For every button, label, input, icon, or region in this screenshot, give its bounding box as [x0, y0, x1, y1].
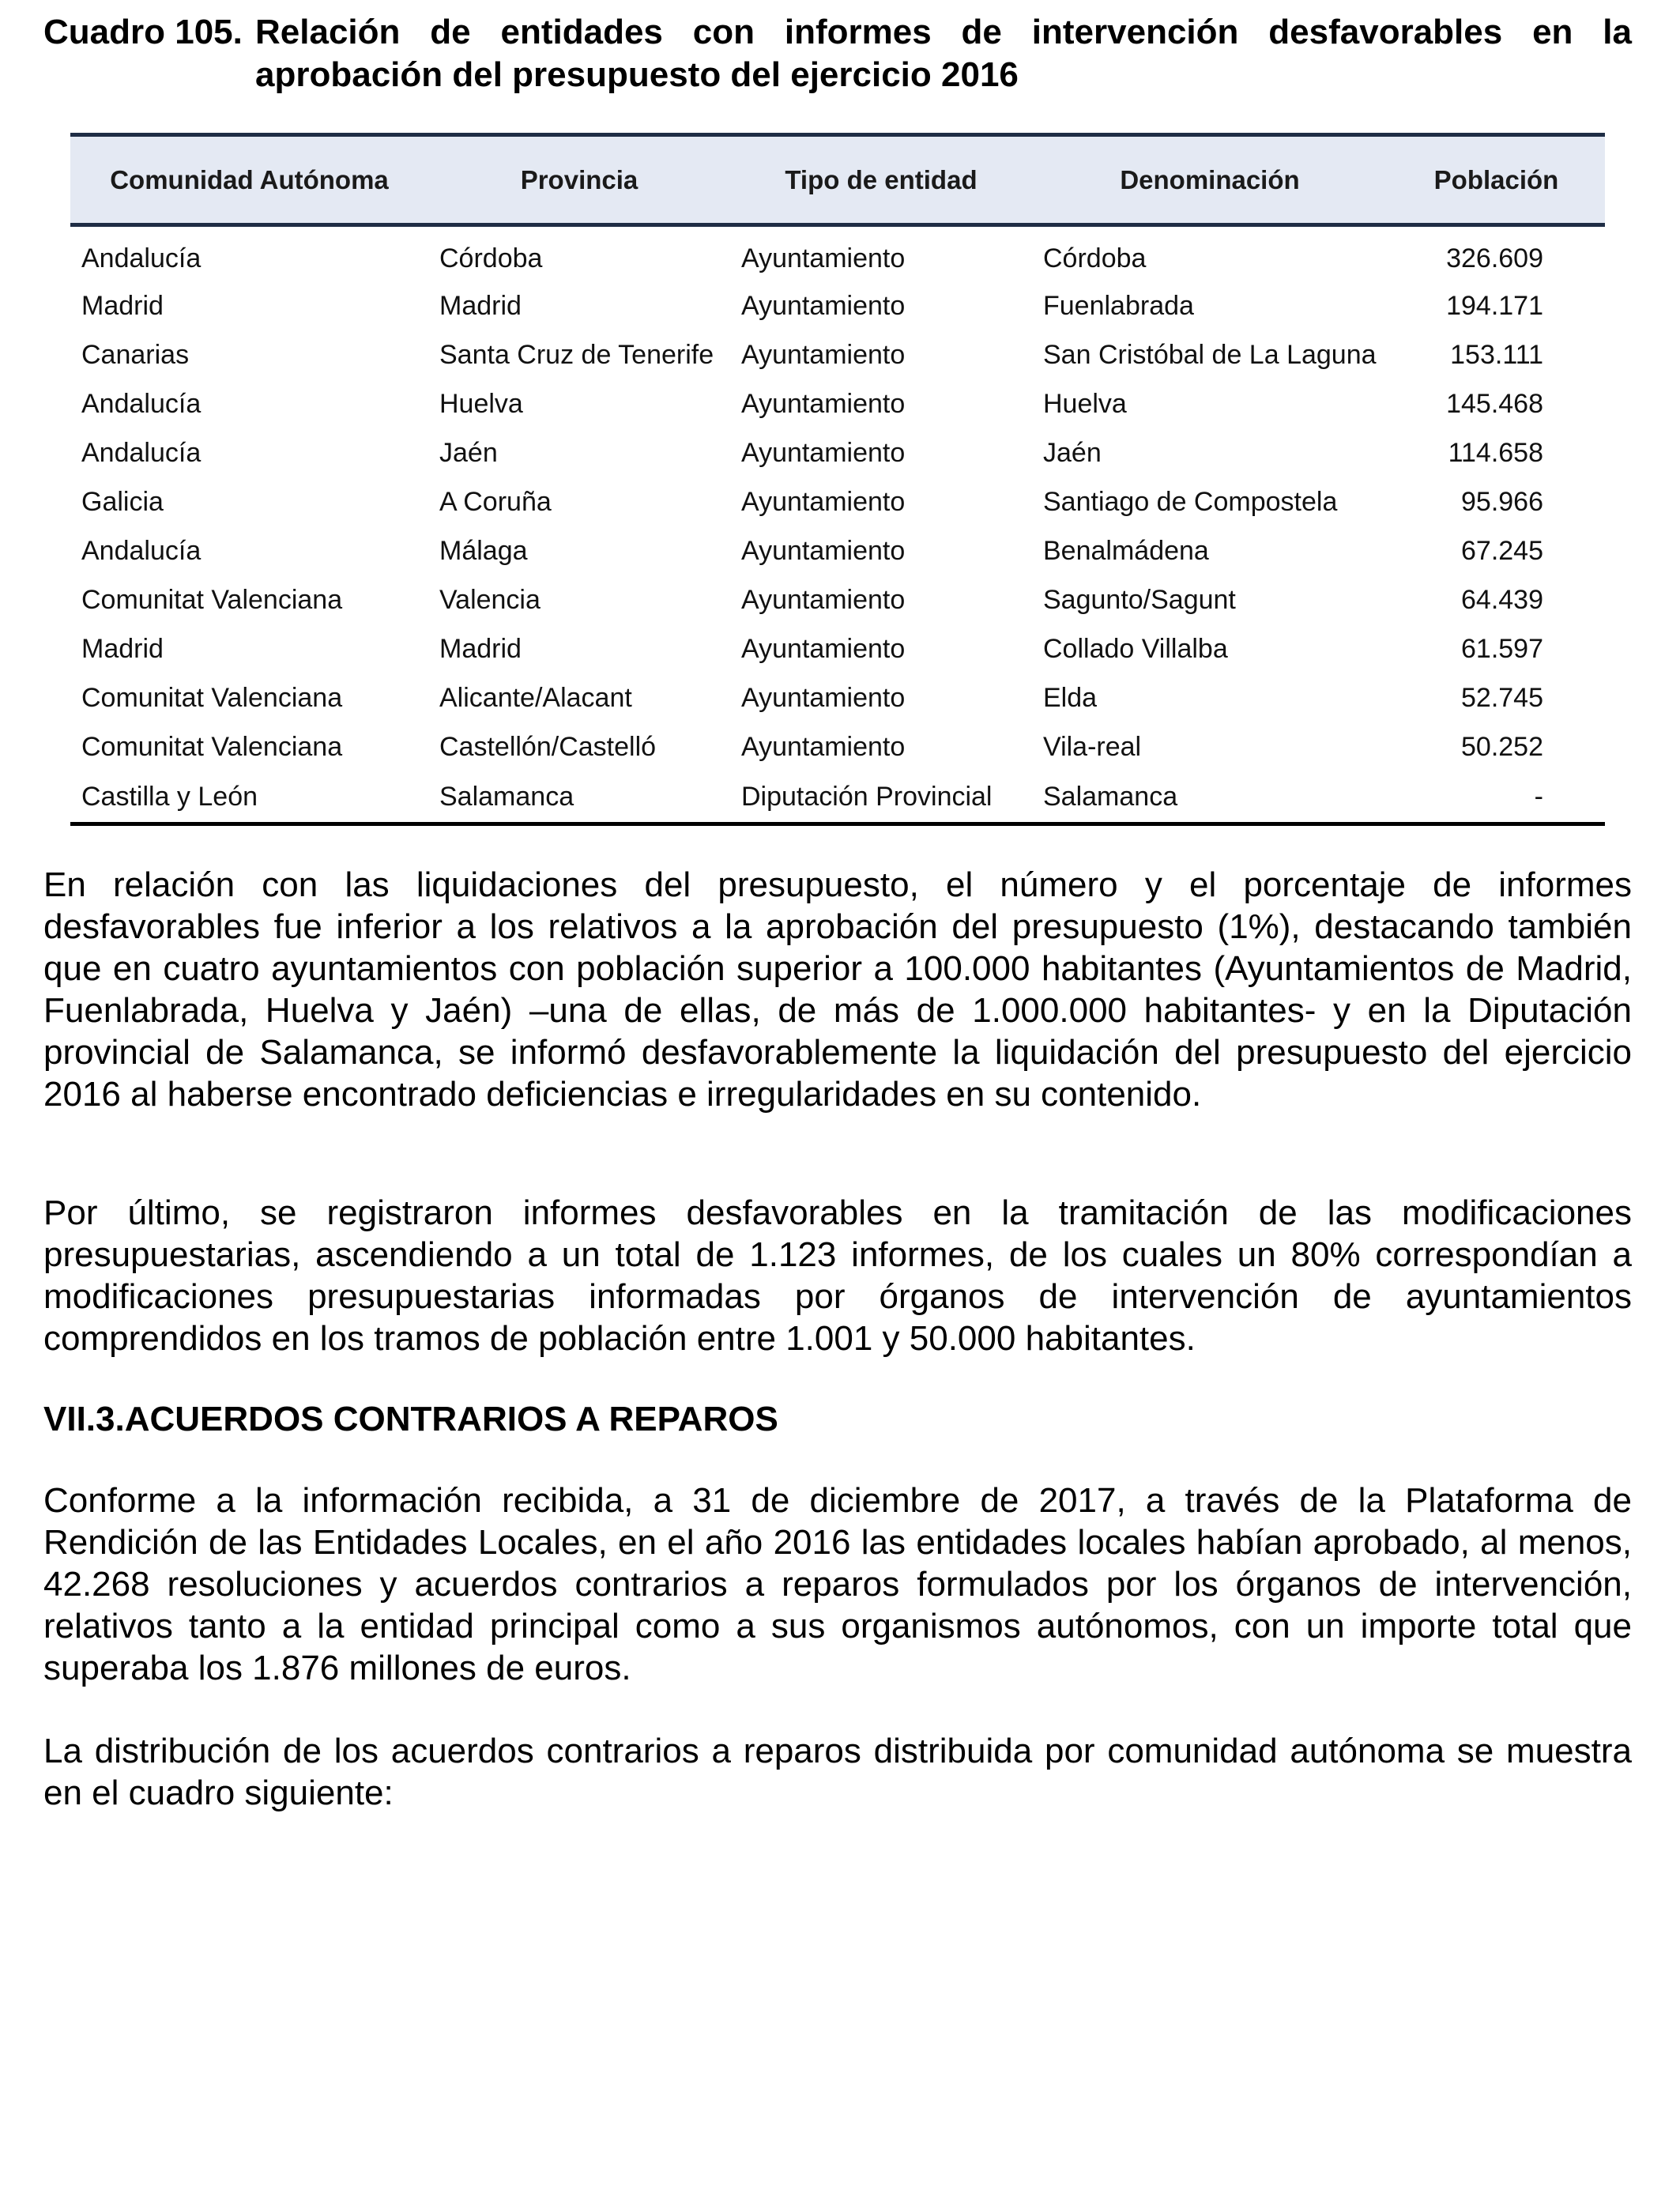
cell-provincia: Huelva: [439, 389, 523, 419]
cell-poblacion: -: [1388, 772, 1605, 824]
header-denominacion: Denominación: [1032, 135, 1388, 225]
table-body: [70, 225, 1605, 824]
entities-table-container: [70, 133, 1605, 826]
cell-tipo: Ayuntamiento: [741, 683, 906, 713]
cell-poblacion: 145.468: [1446, 389, 1543, 419]
cell-tipo: Ayuntamiento: [741, 389, 906, 419]
cell-poblacion: 50.252: [1461, 732, 1543, 762]
table-row: [70, 478, 1605, 527]
header-tipo: Tipo de entidad: [730, 135, 1032, 225]
cell-provincia: Madrid: [439, 634, 522, 664]
cell-comunidad: Galicia: [81, 487, 164, 517]
cell-poblacion: 95.966: [1461, 487, 1543, 517]
cell-poblacion: 153.111: [1450, 340, 1543, 370]
cell-tipo: Ayuntamiento: [741, 634, 906, 664]
cell-tipo: Ayuntamiento: [741, 291, 906, 321]
table-row: [70, 225, 1605, 282]
paragraph-modificaciones: Por último, se registraron informes desfavorables en la tramitación de las modificaciones presupuestarias, ascendiendo a un total de 1.123 informes, de los cuales un 80% correspondían a modificaciones presupuestarias informadas por órganos de intervención de ayuntamientos comprendidos en los tramos de población entre 1.001 y 50.000 habitantes.: [43, 1193, 1632, 1358]
cell-comunidad: Andalucía: [81, 389, 202, 419]
cell-tipo: Ayuntamiento: [741, 438, 906, 468]
cell-poblacion: 67.245: [1461, 536, 1543, 566]
cell-denominacion: Córdoba: [1043, 243, 1147, 274]
cell-denominacion: Benalmádena: [1043, 536, 1209, 566]
cell-tipo: Diputación Provincial: [730, 772, 1032, 824]
cell-denominacion: Santiago de Compostela: [1043, 487, 1338, 517]
cell-tipo: Ayuntamiento: [741, 732, 906, 762]
cell-provincia: Córdoba: [439, 243, 543, 274]
cell-comunidad: Castilla y León: [70, 772, 428, 824]
cell-poblacion: 64.439: [1461, 585, 1543, 615]
caption-title: Relación de entidades con informes de intervención desfavorables en la aprobación del presupuesto del ejercicio 2016: [255, 13, 1632, 94]
header-provincia: Provincia: [428, 135, 730, 225]
cell-provincia: Jaén: [439, 438, 498, 468]
cell-comunidad: Comunitat Valenciana: [81, 585, 343, 615]
table-caption: [43, 11, 1632, 96]
cell-comunidad: Comunitat Valenciana: [81, 732, 343, 762]
cell-comunidad: Canarias: [81, 340, 190, 370]
cell-provincia: Castellón/Castelló: [439, 732, 657, 762]
cell-comunidad: Andalucía: [81, 536, 202, 566]
table-row: [70, 772, 1605, 824]
entities-table: [70, 133, 1605, 826]
table-row: [70, 380, 1605, 429]
table-row: [70, 674, 1605, 723]
cell-poblacion: 194.171: [1446, 291, 1543, 321]
caption-label: Cuadro 105.: [43, 13, 243, 51]
cell-provincia: A Coruña: [439, 487, 552, 517]
cell-provincia: Málaga: [439, 536, 528, 566]
paragraph-distribucion: La distribución de los acuerdos contrarios a reparos distribuida por comunidad autónoma se muestra en el cuadro siguiente:: [43, 1732, 1632, 1812]
cell-comunidad: Madrid: [81, 634, 164, 664]
cell-provincia: Santa Cruz de Tenerife: [439, 340, 714, 370]
table-row: [70, 527, 1605, 576]
cell-poblacion: 326.609: [1446, 243, 1543, 274]
paragraph-acuerdos: Conforme a la información recibida, a 31 de diciembre de 2017, a través de la Plataforma de Rendición de las Entidades Locales, en el año 2016 las entidades locales habían aprobado, al menos, 42.268 resoluciones y acuerdos contrarios a reparos formulados por los órganos de intervención, relativos tanto a la entidad principal como a sus organismos autónomos, con un importe total que superaba los 1.876 millones de euros.: [43, 1481, 1632, 1687]
table-row: [70, 576, 1605, 625]
cell-denominacion: Vila-real: [1043, 732, 1142, 762]
cell-poblacion: 52.745: [1461, 683, 1543, 713]
cell-comunidad: Madrid: [81, 291, 164, 321]
cell-denominacion: Jaén: [1043, 438, 1102, 468]
cell-poblacion: 114.658: [1448, 438, 1543, 468]
cell-comunidad: Comunitat Valenciana: [81, 683, 343, 713]
cell-denominacion: Elda: [1043, 683, 1098, 713]
cell-denominacion: Huelva: [1043, 389, 1127, 419]
cell-denominacion: Salamanca: [1032, 772, 1388, 824]
cell-denominacion: San Cristóbal de La Laguna: [1043, 340, 1377, 370]
cell-tipo: Ayuntamiento: [741, 487, 906, 517]
cell-poblacion: 61.597: [1461, 634, 1543, 664]
cell-denominacion: Fuenlabrada: [1043, 291, 1194, 321]
cell-comunidad: Andalucía: [81, 243, 202, 274]
cell-provincia: Salamanca: [428, 772, 730, 824]
table-row: [70, 723, 1605, 772]
cell-denominacion: Sagunto/Sagunt: [1043, 585, 1236, 615]
section-heading: VII.3.ACUERDOS CONTRARIOS A REPAROS: [43, 1400, 778, 1438]
cell-provincia: Madrid: [439, 291, 522, 321]
cell-denominacion: Collado Villalba: [1043, 634, 1228, 664]
header-poblacion: Población: [1388, 135, 1605, 225]
cell-tipo: Ayuntamiento: [741, 340, 906, 370]
cell-tipo: Ayuntamiento: [741, 536, 906, 566]
table-header-row: [70, 135, 1605, 225]
header-comunidad: Comunidad Autónoma: [70, 135, 428, 225]
cell-comunidad: Andalucía: [81, 438, 202, 468]
cell-provincia: Alicante/Alacant: [439, 683, 632, 713]
cell-provincia: Valencia: [439, 585, 541, 615]
cell-tipo: Ayuntamiento: [741, 243, 906, 274]
cell-tipo: Ayuntamiento: [741, 585, 906, 615]
paragraph-liquidaciones: En relación con las liquidaciones del presupuesto, el número y el porcentaje de informes desfavorables fue inferior a los relativos a la aprobación del presupuesto (1%), destacando también que en cuatro ayuntamientos con población superior a 100.000 habitantes (Ayuntamientos de Madrid, Fuenlabrada, Huelva y Jaén) –una de ellas, de más de 1.000.000 habitantes- y en la Diputación provincial de Salamanca, se informó desfavorablemente la liquidación del presupuesto del ejercicio 2016 al haberse encontrado deficiencias e irregularidades en su contenido.: [43, 865, 1632, 1114]
table-row: [70, 625, 1605, 674]
table-row: [70, 429, 1605, 478]
table-row: [70, 331, 1605, 380]
table-row: [70, 282, 1605, 331]
